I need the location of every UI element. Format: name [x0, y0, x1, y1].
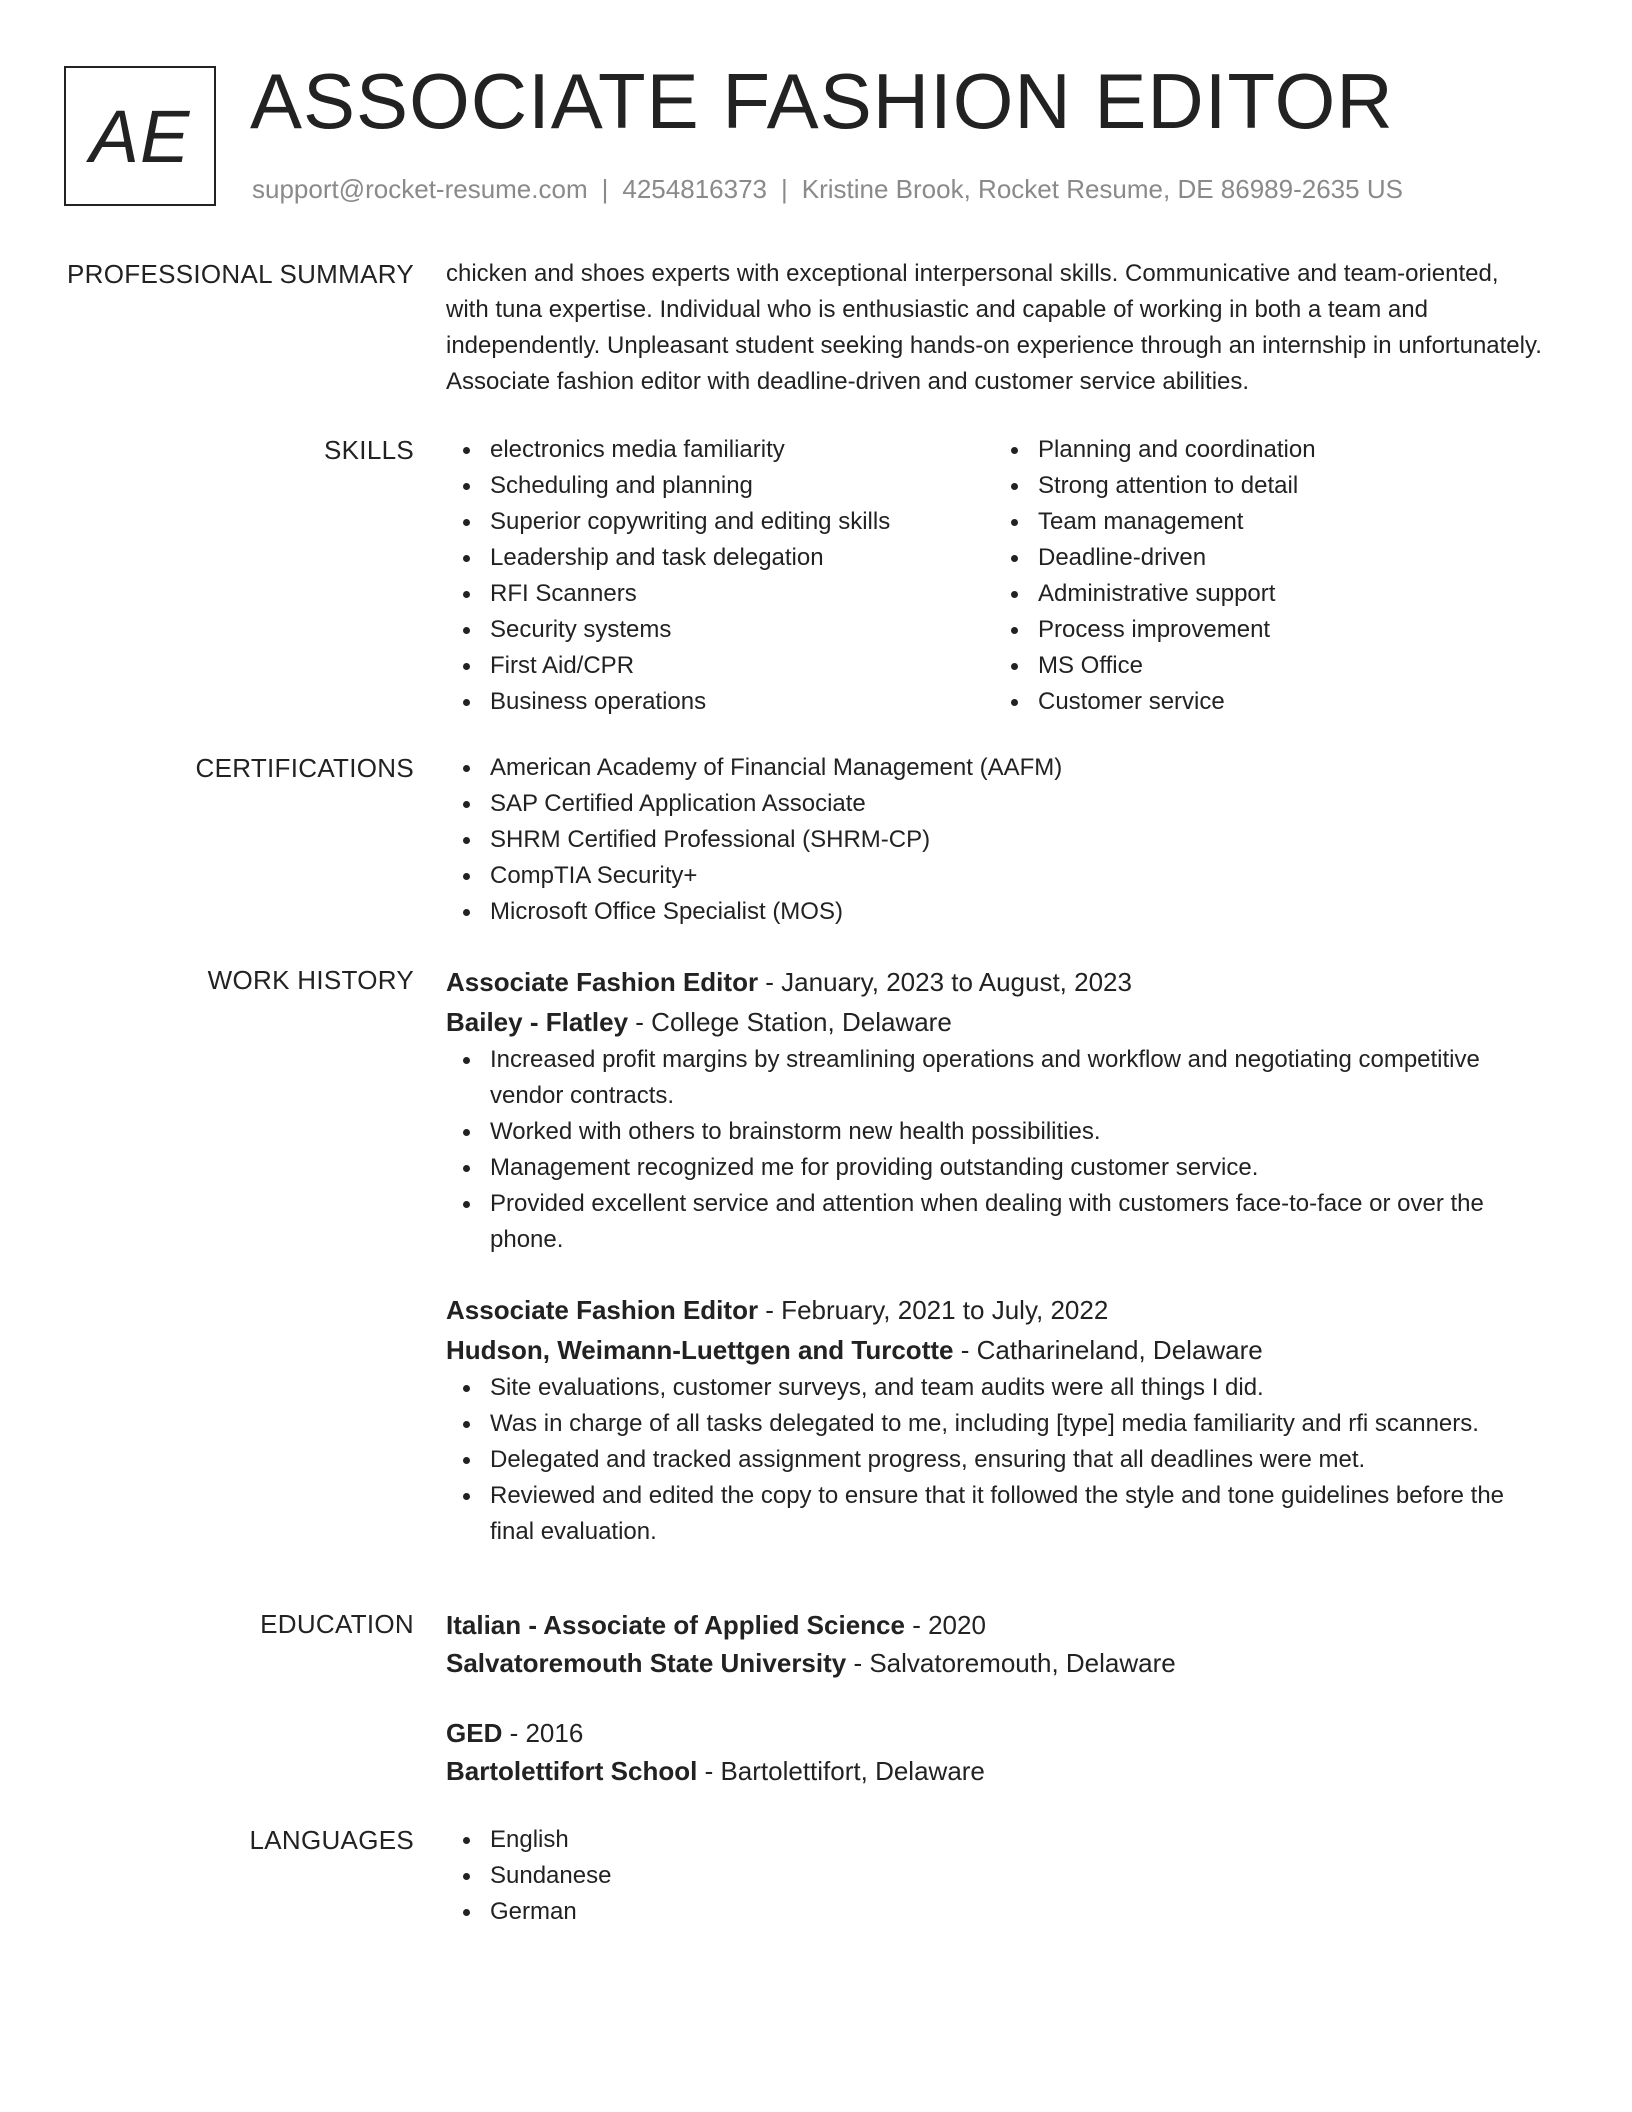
skill-item: Deadline-driven — [994, 540, 1542, 576]
skills-list-right — [994, 432, 1542, 720]
summary-content — [446, 256, 1546, 400]
section-title-work-history: WORK HISTORY — [207, 965, 414, 995]
section-title-summary: PROFESSIONAL SUMMARY — [67, 259, 414, 289]
section-title-skills: SKILLS — [324, 435, 414, 465]
skills-content — [446, 432, 1546, 720]
contact-address: Kristine Brook, Rocket Resume, DE 86989-2635 US — [801, 174, 1403, 204]
job-company: Bailey - Flatley — [446, 1007, 629, 1037]
job-dates: - February, 2021 to July, 2022 — [758, 1295, 1109, 1325]
section-title-languages: LANGUAGES — [249, 1825, 414, 1855]
education-year: - 2020 — [904, 1610, 986, 1640]
job-company: Hudson, Weimann-Luettgen and Turcotte — [446, 1335, 954, 1365]
languages-content — [446, 1822, 1546, 1930]
section-title-education: EDUCATION — [260, 1609, 414, 1639]
contact-separator: | — [601, 174, 609, 204]
education-school-line — [446, 1752, 1546, 1790]
education-location: - Salvatoremouth, Delaware — [846, 1648, 1176, 1678]
work-history-content — [446, 962, 1546, 1550]
skill-item: RFI Scanners — [446, 576, 994, 612]
skills-list-left — [446, 432, 994, 720]
job-location: - Catharineland, Delaware — [953, 1335, 1263, 1365]
summary-text: chicken and shoes experts with exceptional interpersonal skills. Communicative and team-oriented, with tuna expertise. Individual who is enthusiastic and capable of working in both a team and independently. Unpleasant student seeking hands-on experience through an internship in unfortunately. Associate fashion editor with deadline-driven and customer service abilities. — [446, 260, 1542, 395]
job-bullet: Was in charge of all tasks delegated to me, including [type] media familiarity and rfi scanners. — [446, 1406, 1546, 1442]
job-role: Associate Fashion Editor — [446, 1295, 759, 1325]
job-bullet: Delegated and tracked assignment progress, ensuring that all deadlines were met. — [446, 1442, 1546, 1478]
skill-item: Security systems — [446, 612, 994, 648]
education-location: - Bartolettifort, Delaware — [697, 1756, 985, 1786]
certifications-list — [446, 750, 1546, 930]
job-dates: - January, 2023 to August, 2023 — [758, 967, 1132, 997]
skill-item: electronics media familiarity — [446, 432, 994, 468]
languages-list — [446, 1822, 1546, 1930]
certification-item: SHRM Certified Professional (SHRM-CP) — [446, 822, 1546, 858]
education-entry — [446, 1606, 1546, 1682]
education-school: Salvatoremouth State University — [446, 1648, 847, 1678]
job-entry — [446, 962, 1546, 1258]
job-company-line — [446, 1002, 1546, 1042]
section-title-certifications: CERTIFICATIONS — [195, 753, 414, 783]
certification-item: SAP Certified Application Associate — [446, 786, 1546, 822]
education-degree: GED — [446, 1718, 503, 1748]
skill-item: Customer service — [994, 684, 1542, 720]
education-school: Bartolettifort School — [446, 1756, 698, 1786]
job-location: - College Station, Delaware — [628, 1007, 952, 1037]
skill-item: Superior copywriting and editing skills — [446, 504, 994, 540]
job-bullets — [446, 1370, 1546, 1550]
language-item: Sundanese — [446, 1858, 1546, 1894]
language-item: German — [446, 1894, 1546, 1930]
contact-line — [252, 174, 1403, 205]
certifications-content — [446, 750, 1546, 930]
contact-email: support@rocket-resume.com — [252, 174, 588, 204]
job-role: Associate Fashion Editor — [446, 967, 759, 997]
skill-item: Planning and coordination — [994, 432, 1542, 468]
education-degree: Italian - Associate of Applied Science — [446, 1610, 905, 1640]
certification-item: American Academy of Financial Management (AAFM) — [446, 750, 1546, 786]
job-bullets — [446, 1042, 1546, 1258]
education-year: - 2016 — [502, 1718, 584, 1748]
contact-separator: | — [781, 174, 788, 204]
monogram-box — [64, 66, 216, 206]
job-title-line — [446, 962, 1546, 1002]
education-school-line — [446, 1644, 1546, 1682]
skill-item: Team management — [994, 504, 1542, 540]
education-degree-line — [446, 1606, 1546, 1644]
education-content — [446, 1606, 1546, 1790]
skill-item: Administrative support — [994, 576, 1542, 612]
skill-item: Leadership and task delegation — [446, 540, 994, 576]
job-bullet: Site evaluations, customer surveys, and team audits were all things I did. — [446, 1370, 1546, 1406]
skill-item: First Aid/CPR — [446, 648, 994, 684]
skill-item: Business operations — [446, 684, 994, 720]
certification-item: CompTIA Security+ — [446, 858, 1546, 894]
skill-item: Process improvement — [994, 612, 1542, 648]
job-bullet: Worked with others to brainstorm new health possibilities. — [446, 1114, 1546, 1150]
certification-item: Microsoft Office Specialist (MOS) — [446, 894, 1546, 930]
job-entry — [446, 1290, 1546, 1550]
job-title-line — [446, 1290, 1546, 1330]
job-bullet: Reviewed and edited the copy to ensure that it followed the style and tone guidelines before the final evaluation. — [446, 1478, 1546, 1550]
job-bullet: Management recognized me for providing outstanding customer service. — [446, 1150, 1546, 1186]
education-entry — [446, 1714, 1546, 1790]
education-degree-line — [446, 1714, 1546, 1752]
skills-columns — [446, 432, 1546, 720]
job-company-line — [446, 1330, 1546, 1370]
resume-name: ASSOCIATE FASHION EDITOR — [250, 57, 1394, 145]
skill-item: MS Office — [994, 648, 1542, 684]
skill-item: Scheduling and planning — [446, 468, 994, 504]
language-item: English — [446, 1822, 1546, 1858]
monogram-initials: AE — [89, 94, 191, 178]
job-bullet: Provided excellent service and attention when dealing with customers face-to-face or over the phone. — [446, 1186, 1546, 1258]
skill-item: Strong attention to detail — [994, 468, 1542, 504]
contact-phone: 4254816373 — [622, 174, 767, 204]
job-bullet: Increased profit margins by streamlining operations and workflow and negotiating competitive vendor contracts. — [446, 1042, 1546, 1114]
